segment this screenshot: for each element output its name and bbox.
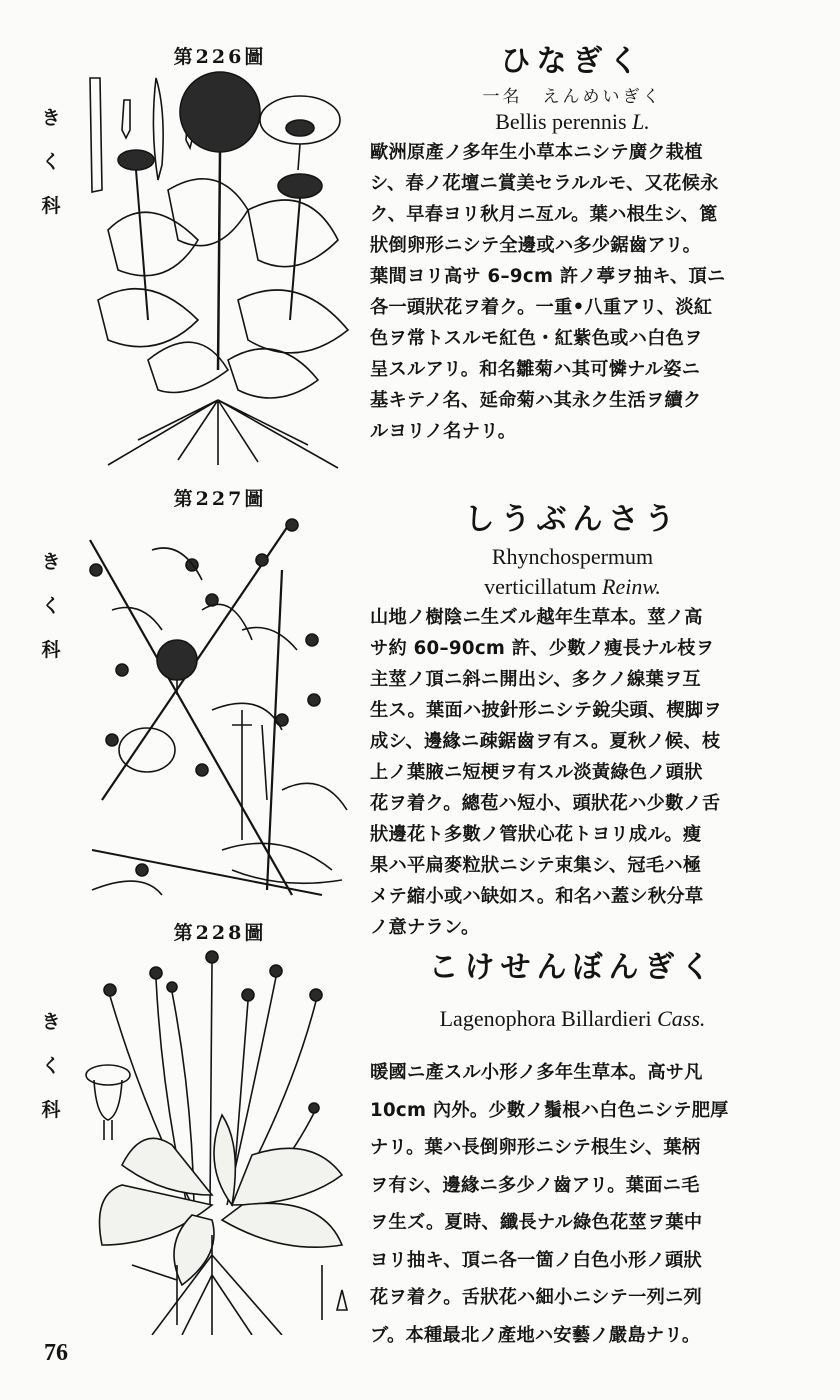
entry-228	[370, 942, 775, 1354]
rhynchospermum-illustration	[82, 510, 357, 900]
figure-label-227: 第227圖	[173, 488, 267, 510]
figure-label-228: 第228圖	[173, 922, 267, 944]
entry-226	[370, 36, 775, 447]
lagenophora-illustration	[82, 945, 357, 1335]
scientific-name: Lagenophora Billardieri Cass.	[439, 1006, 706, 1031]
entry-title: しうぶんさう	[464, 502, 681, 537]
family-label-227: き く 科	[41, 551, 61, 661]
entry-title: ひなぎく	[500, 44, 645, 79]
page-number: 76	[44, 1340, 68, 1366]
entry-227	[370, 494, 775, 943]
entry-description: 暖國ニ產スル小形ノ多年生草本。高サ凡 10cm 內外。少數ノ鬚根ハ白色ニシテ肥厚 ナリ。葉ハ長倒卵形ニシテ根生シ、葉柄 ヲ有シ、邊緣ニ多少ノ齒アリ。葉面ニ毛 ヲ生ズ。夏時、纖長ナル綠色花莖ヲ葉中 ヨリ抽キ、頂ニ各一箇ノ白色小形ノ頭狀 花ヲ着ク。舌狀花ハ細小ニシテ一列ニ列 ブ。本種最北ノ產地ハ安藝ノ嚴島ナリ。	[370, 1062, 729, 1346]
entry-title: こけせんぼんぎく	[428, 950, 717, 985]
figure-label-226: 第226圖	[173, 46, 267, 68]
entry-description: 歐洲原產ノ多年生小草本ニシテ廣ク栽植 シ、春ノ花壇ニ賞美セラルルモ、又花候永 ク、早春ヨリ秋月ニ亙ル。葉ハ根生シ、篦 狀倒卵形ニシテ全邊或ハ多少鋸齒アリ。 葉間ヨリ高サ 6–9cm 許ノ葶ヲ抽キ、頂ニ 各一頭狀花ヲ着ク。一重•八重アリ、淡紅 色ヲ常トスルモ紅色・紅紫色或ハ白色ヲ 呈スルアリ。和名雛菊ハ其可憐ナル姿ニ 基キテノ名、延命菊ハ其永ク生活ヲ續ク ルヨリノ名ナリ。	[370, 142, 726, 442]
scientific-name: Rhynchospermum verticillatum Reinw.	[484, 544, 661, 599]
alternate-name: 一名 えんめいぎく	[482, 87, 663, 107]
scientific-name: Bellis perennis L.	[495, 109, 650, 134]
entry-description: 山地ノ樹陰ニ生ズル越年生草本。莖ノ高 サ約 60–90cm 許、少數ノ瘦長ナル枝ヲ 主莖ノ頂ニ斜ニ開出シ、多クノ線葉ヲ互 生ス。葉面ハ披針形ニシテ銳尖頭、楔脚ヲ 成シ、邊緣ニ疎鋸齒ヲ有ス。夏秋ノ候、枝 上ノ葉腋ニ短梗ヲ有スル淡黃綠色ノ頭狀 花ヲ着ク。總苞ハ短小、頭狀花ハ少數ノ舌 狀邊花ト多數ノ管狀心花トヨリ成ル。瘦 果ハ平扁麥粒狀ニシテ束集シ、冠毛ハ極 メテ縮小或ハ缺如ス。和名ハ蓋シ秋分草 ノ意ナラン。	[370, 607, 722, 938]
family-label-226: き く 科	[41, 107, 61, 217]
bellis-perennis-illustration	[78, 70, 358, 470]
family-label-228: き く 科	[41, 1011, 61, 1121]
